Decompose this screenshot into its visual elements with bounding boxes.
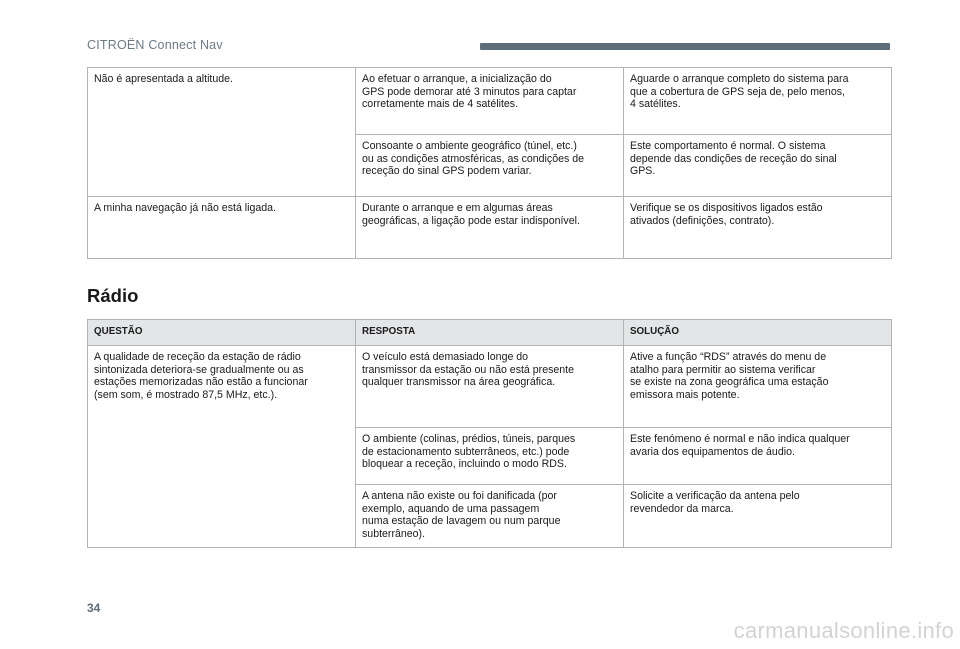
answer-cell: Consoante o ambiente geográfico (túnel, etc.) ou as condições atmosféricas, as condições de receção do sinal GPS podem variar.	[356, 135, 624, 197]
table-row	[88, 346, 892, 428]
solution-cell: Aguarde o arranque completo do sistema para que a cobertura de GPS seja de, pelo menos, 4 satélites.	[624, 68, 892, 135]
header-decorative-bar	[480, 43, 890, 50]
solution-cell: Solicite a verificação da antena pelo revendedor da marca.	[624, 485, 892, 548]
gps-troubleshooting-table	[87, 67, 892, 259]
question-cell: A minha navegação já não está ligada.	[88, 197, 356, 259]
answer-cell: Ao efetuar o arranque, a inicialização do GPS pode demorar até 3 minutos para captar corretamente mais de 4 satélites.	[356, 68, 624, 135]
question-cell: A qualidade de receção da estação de rádio sintonizada deteriora-se gradualmente ou as estações memorizadas não estão a funcionar (sem som, é mostrado 87,5 MHz, etc.).	[88, 346, 356, 548]
answer-cell: Durante o arranque e em algumas áreas geográficas, a ligação pode estar indisponível.	[356, 197, 624, 259]
page-number: 34	[87, 601, 101, 615]
radio-troubleshooting-table	[87, 319, 892, 548]
column-header-solution: SOLUÇÃO	[624, 320, 892, 346]
answer-cell: A antena não existe ou foi danificada (por exemplo, aquando de uma passagem numa estação de lavagem ou num parque subterrâneo).	[356, 485, 624, 548]
watermark: carmanualsonline.info	[733, 618, 954, 643]
column-header-answer: RESPOSTA	[356, 320, 624, 346]
solution-cell: Este fenómeno é normal e não indica qualquer avaria dos equipamentos de áudio.	[624, 428, 892, 485]
table-row	[88, 68, 892, 135]
table-header-row	[88, 320, 892, 346]
answer-cell: O ambiente (colinas, prédios, túneis, parques de estacionamento subterrâneos, etc.) pode bloquear a receção, incluindo o modo RDS.	[356, 428, 624, 485]
solution-cell: Ative a função “RDS” através do menu de atalho para permitir ao sistema verificar se existe na zona geográfica uma estação emissora mais potente.	[624, 346, 892, 428]
column-header-question: QUESTÃO	[88, 320, 356, 346]
question-cell: Não é apresentada a altitude.	[88, 68, 356, 197]
section-title-radio: Rádio	[87, 285, 139, 306]
solution-cell: Este comportamento é normal. O sistema depende das condições de receção do sinal GPS.	[624, 135, 892, 197]
solution-cell: Verifique se os dispositivos ligados estão ativados (definições, contrato).	[624, 197, 892, 259]
answer-cell: O veículo está demasiado longe do transmissor da estação ou não está presente qualquer transmissor na área geográfica.	[356, 346, 624, 428]
table-row	[88, 197, 892, 259]
document-header-title: CITROËN Connect Nav	[87, 38, 223, 52]
